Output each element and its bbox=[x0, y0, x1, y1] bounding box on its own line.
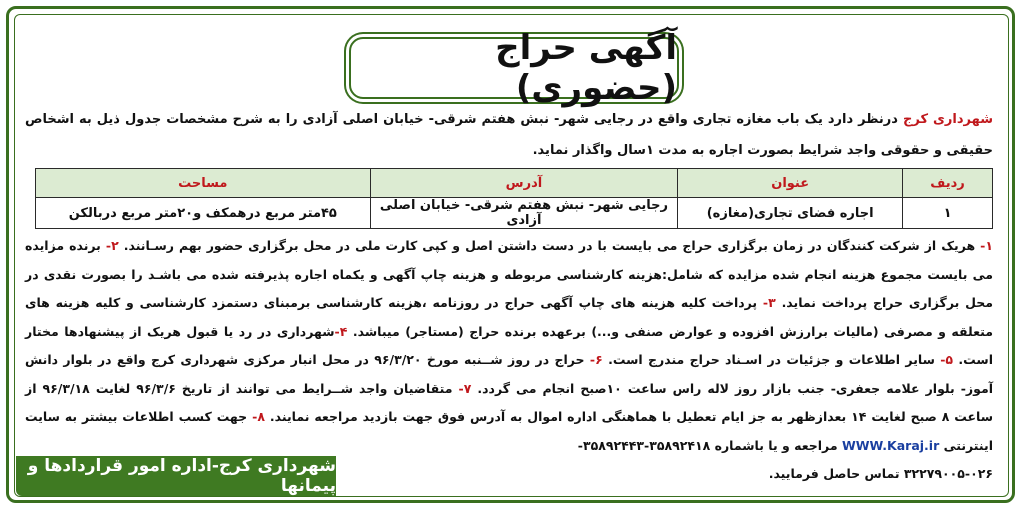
intro-text: درنظر دارد یک باب مغازه تجاری واقع در رجایی شهر- نبش هفتم شرقی- خیابان اصلی آزادی را به شرح مشخصات جدول ذیل به اشخاص حقیقی و حقوقی واجد شرایط بصورت اجاره به مدت ۱سال واگذار نماید. bbox=[25, 112, 993, 158]
cell-title: اجاره فضای تجاری(مغازه) bbox=[678, 198, 903, 229]
item-number: ۳- bbox=[762, 295, 782, 310]
item-text: هریک از شرکت کنندگان در زمان برگزاری حراج می بایست با در دست داشتن اصل و کپی کارت ملی در محل برگزاری حضور بهم رسـانند. bbox=[123, 238, 981, 253]
auction-table bbox=[35, 168, 993, 229]
contact-phone-line: ۳۲۲۷۹۰۰۵-۰۲۶ تماس حاصل فرمایید. bbox=[768, 466, 993, 481]
item-text: متقاضیان واجد شــرایط می توانند از تاریخ ۹۶/۳/۶ لغایت ۹۶/۳/۱۸ از ساعت ۸ صبح لغایت ۱۴ بعدازظهر به جز ایام تعطیل با هماهنگی اداره اموال به آدرس فوق جهت بازدید مراجعه نمایند. bbox=[25, 380, 994, 424]
table-row bbox=[36, 198, 993, 229]
footer-banner: شهرداری کرج-اداره امور قراردادها و پیمانها bbox=[16, 456, 336, 496]
intro-paragraph bbox=[25, 104, 993, 166]
item-text: برنده مزایده می بایست مجموع هزینه انجام شده مزایده که شامل:هزینه کارشناسی مربوطه و هزینه چاپ آگهی و یکماه اجاره پذیرفته شده می باشـد را بصورت نقدی در محل برگزاری حراج پرداخت نماید. bbox=[25, 238, 993, 310]
item-number: ۱- bbox=[980, 238, 993, 253]
item-number: ۸- bbox=[252, 409, 270, 424]
item-text: حراج در روز شــنبه مورخ ۹۶/۳/۲۰ در محل انبار مرکزی شهرداری کرج واقع در بلوار دانش آموز- بلوار علامه جعفری- جنب بازار روز لاله راس ساعت ۱۰صبح انجام می گردد. bbox=[25, 352, 993, 396]
item-number: ۵- bbox=[940, 352, 959, 367]
item-number: ۴- bbox=[334, 323, 353, 339]
item-text: پرداخت کلیه هزینه های چاپ آگهی حراج در روزنامه ،هزینه کارشناسی برمبنای دستمزد کارشناسی و کلیه هزینه های متعلقه و مصرفی (مالیات برارزش افزوده و عوارض صنفی و...) برعهده برنده حراج (مستاجر) میباشد. bbox=[25, 295, 993, 339]
conditions-text bbox=[25, 232, 993, 489]
header-row-number: ردیف bbox=[903, 169, 993, 198]
item-number: ۷- bbox=[458, 380, 478, 396]
item-text: مراجعه و یا باشماره ۳۵۸۹۲۴۱۸-۳۵۸۹۲۴۴۳- bbox=[577, 437, 842, 453]
header-address: آدرس bbox=[370, 169, 678, 198]
website-link[interactable]: WWW.Karaj.ir bbox=[841, 437, 940, 453]
item-text: شهرداری در رد یا قبول هریک از پیشنهادها مختار است. bbox=[25, 323, 993, 367]
cell-area: ۴۵متر مربع درهمکف و۲۰متر مربع دربالکن bbox=[36, 198, 371, 229]
org-name: شهرداری کرج bbox=[902, 112, 994, 127]
header-title: عنوان bbox=[678, 169, 903, 198]
item-text: جهت کسب اطلاعات بیشتر به سایت اینترنتی bbox=[25, 409, 993, 453]
page-title: آگهی حراج (حضوری) bbox=[349, 37, 679, 99]
item-number: ۲- bbox=[105, 238, 124, 253]
cell-row-number: ۱ bbox=[903, 198, 993, 229]
header-area: مساحت bbox=[36, 169, 371, 198]
table-header-row bbox=[36, 169, 993, 198]
item-number: ۶- bbox=[589, 352, 609, 367]
cell-address: رجایی شهر- نبش هفتم شرقی- خیابان اصلی آزادی bbox=[370, 198, 678, 229]
item-text: سایر اطلاعات و جزئیات در اسـناد حراج مندرج است. bbox=[608, 352, 941, 367]
